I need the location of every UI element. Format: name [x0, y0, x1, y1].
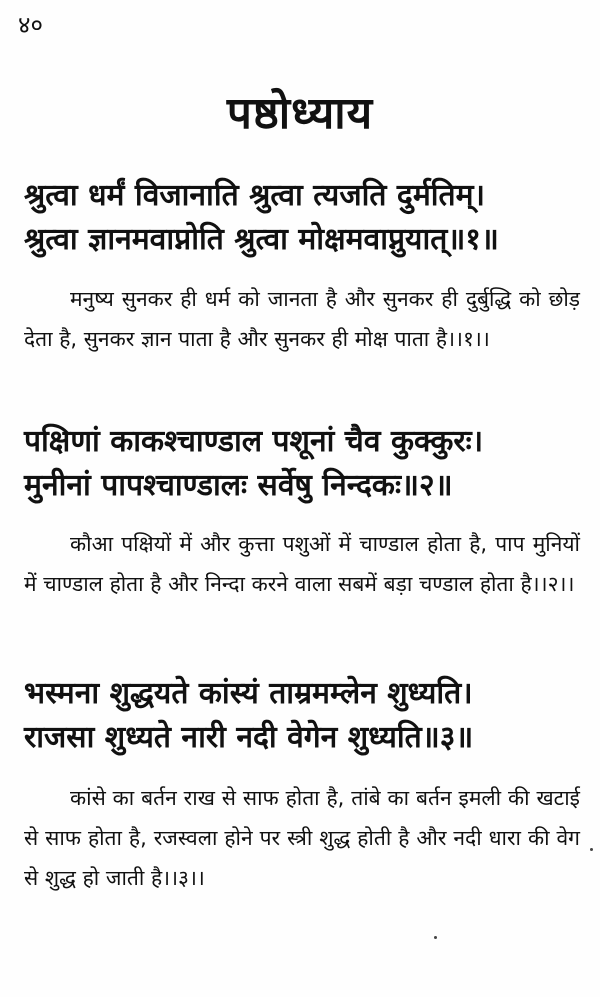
verse-1-shloka [24, 174, 580, 262]
verse-3-line-1: भस्मना शुद्धयते कांस्यं ताम्रमम्लेन शुध्यति। [24, 676, 473, 711]
scan-speck [434, 936, 437, 939]
verse-2-shloka [24, 420, 580, 508]
verse-1-meaning: मनुष्य सुनकर ही धर्म को जानता है और सुनकर ही दुर्बुद्धि को छोड़ देता है, सुनकर ज्ञान पाता है और सुनकर ही मोक्ष पाता है।।१।। [24, 287, 580, 351]
verse-2-line-2: मुनीनां पापश्चाण्डालः सर्वेषु निन्दकः॥२॥ [24, 468, 453, 503]
verse-1-meaning-block [24, 279, 580, 359]
verse-3-meaning-block [24, 778, 580, 898]
verse-3-shloka [24, 672, 580, 760]
verse-3-line-2: राजसा शुध्यते नारी नदी वेगेन शुध्यति॥३॥ [24, 720, 474, 755]
verse-2-line-1: पक्षिणां काकश्चाण्डाल पशूनां चैव कुक्कुरः। [24, 424, 484, 459]
scan-speck [590, 848, 593, 851]
verse-3-meaning: कांसे का बर्तन राख से साफ होता है, तांबे का बर्तन इमली की खटाई से साफ होता है, रजस्वला होने पर स्त्री शुद्ध होती है और नदी धारा की वेग से शुद्ध हो जाती है।।३।। [24, 786, 580, 890]
verse-1-line-1: श्रुत्वा धर्मं विजानाति श्रुत्वा त्यजति दुर्मतिम्। [24, 178, 485, 213]
verse-2-meaning: कौआ पक्षियों में और कुत्ता पशुओं में चाण्डाल होता है, पाप मुनियों में चाण्डाल होता है और निन्दा करने वाला सबमें बड़ा चण्डाल होता है।।२।। [24, 532, 580, 596]
verse-1-line-2: श्रुत्वा ज्ञानमवाप्नोति श्रुत्वा मोक्षमवाप्नुयात्॥१॥ [24, 222, 499, 257]
page-number: ४० [18, 11, 43, 39]
chapter-title: पष्ठोध्याय [226, 88, 374, 139]
verse-2-meaning-block [24, 524, 580, 604]
